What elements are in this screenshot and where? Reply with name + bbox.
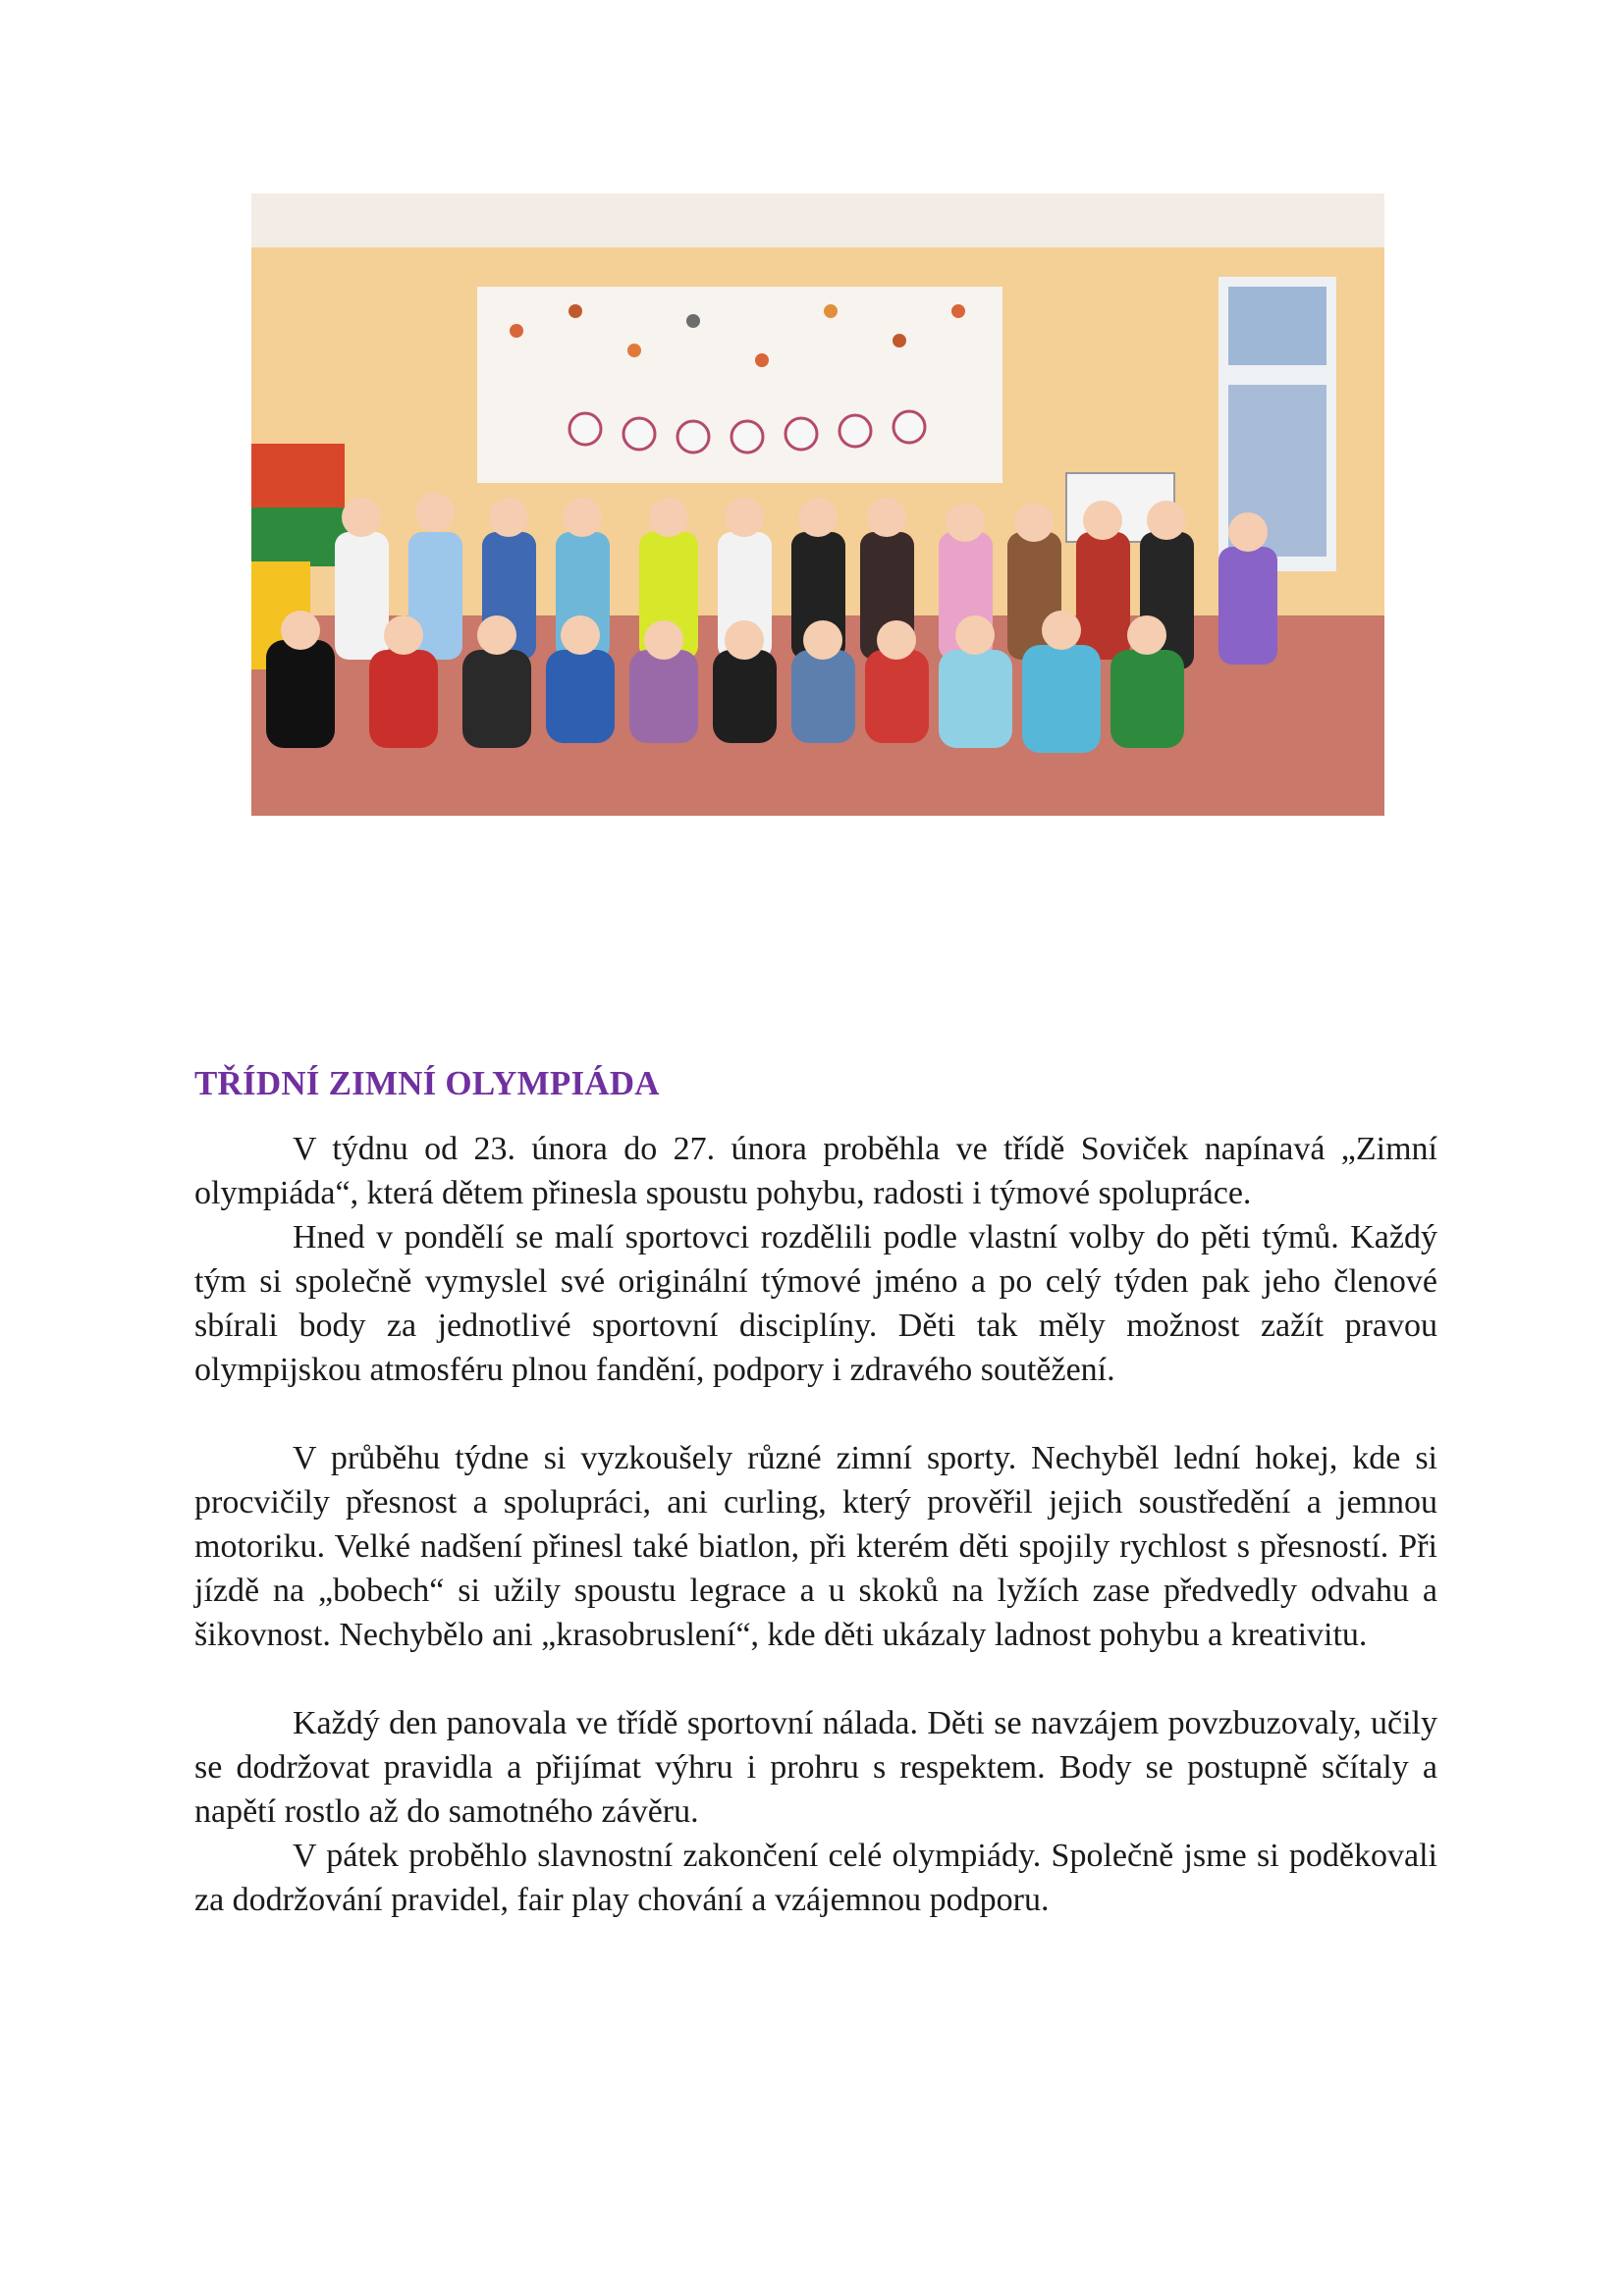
article-paragraph-2: Hned v pondělí se malí sportovci rozdělili podle vlastní volby do pěti týmů. Každý tým si společně vymyslel své originální týmové jméno a po celý týden pak jeho členové sbírali body za jednotlivé sportovní disciplíny. Děti tak měly možnost zažít pravou olympijskou atmosféru plnou fandění, podpory i zdravého soutěžení.	[194, 1219, 1437, 1388]
article-title: TŘÍDNÍ ZIMNÍ OLYMPIÁDA	[194, 1064, 660, 1102]
article-paragraph-1: V týdnu od 23. února do 27. února proběhla ve třídě Soviček napínavá „Zimní olympiáda“, která dětem přinesla spoustu pohybu, radosti i týmové spolupráce.	[194, 1131, 1437, 1211]
class-photo-image	[251, 193, 1384, 816]
class-photo	[251, 193, 1384, 816]
article	[194, 1062, 1437, 1922]
article-paragraph-4: Každý den panovala ve třídě sportovní nálada. Děti se navzájem povzbuzovaly, učily se dodržovat pravidla a přijímat výhru i prohru s respektem. Body se postupně sčítaly a napětí rostlo až do samotného závěru.	[194, 1705, 1437, 1830]
article-paragraph-3: V průběhu týdne si vyzkoušely různé zimní sporty. Nechyběl lední hokej, kde si procvičily přesnost a spolupráci, ani curling, který prověřil jejich soustředění a jemnou motoriku. Velké nadšení přinesl také biatlon, při kterém děti spojily rychlost s přesností. Při jízdě na „bobech“ si užily spoustu legrace a u skoků na lyžích zase předvedly odvahu a šikovnost. Nechybělo ani „krasobruslení“, kde děti ukázaly ladnost pohybu a kreativitu.	[194, 1440, 1437, 1653]
article-paragraph-5: V pátek proběhlo slavnostní zakončení celé olympiády. Společně jsme si poděkovali za dodržování pravidel, fair play chování a vzájemnou podporu.	[194, 1838, 1437, 1918]
paragraph-spacer	[194, 1392, 1437, 1436]
paragraph-spacer	[194, 1657, 1437, 1701]
